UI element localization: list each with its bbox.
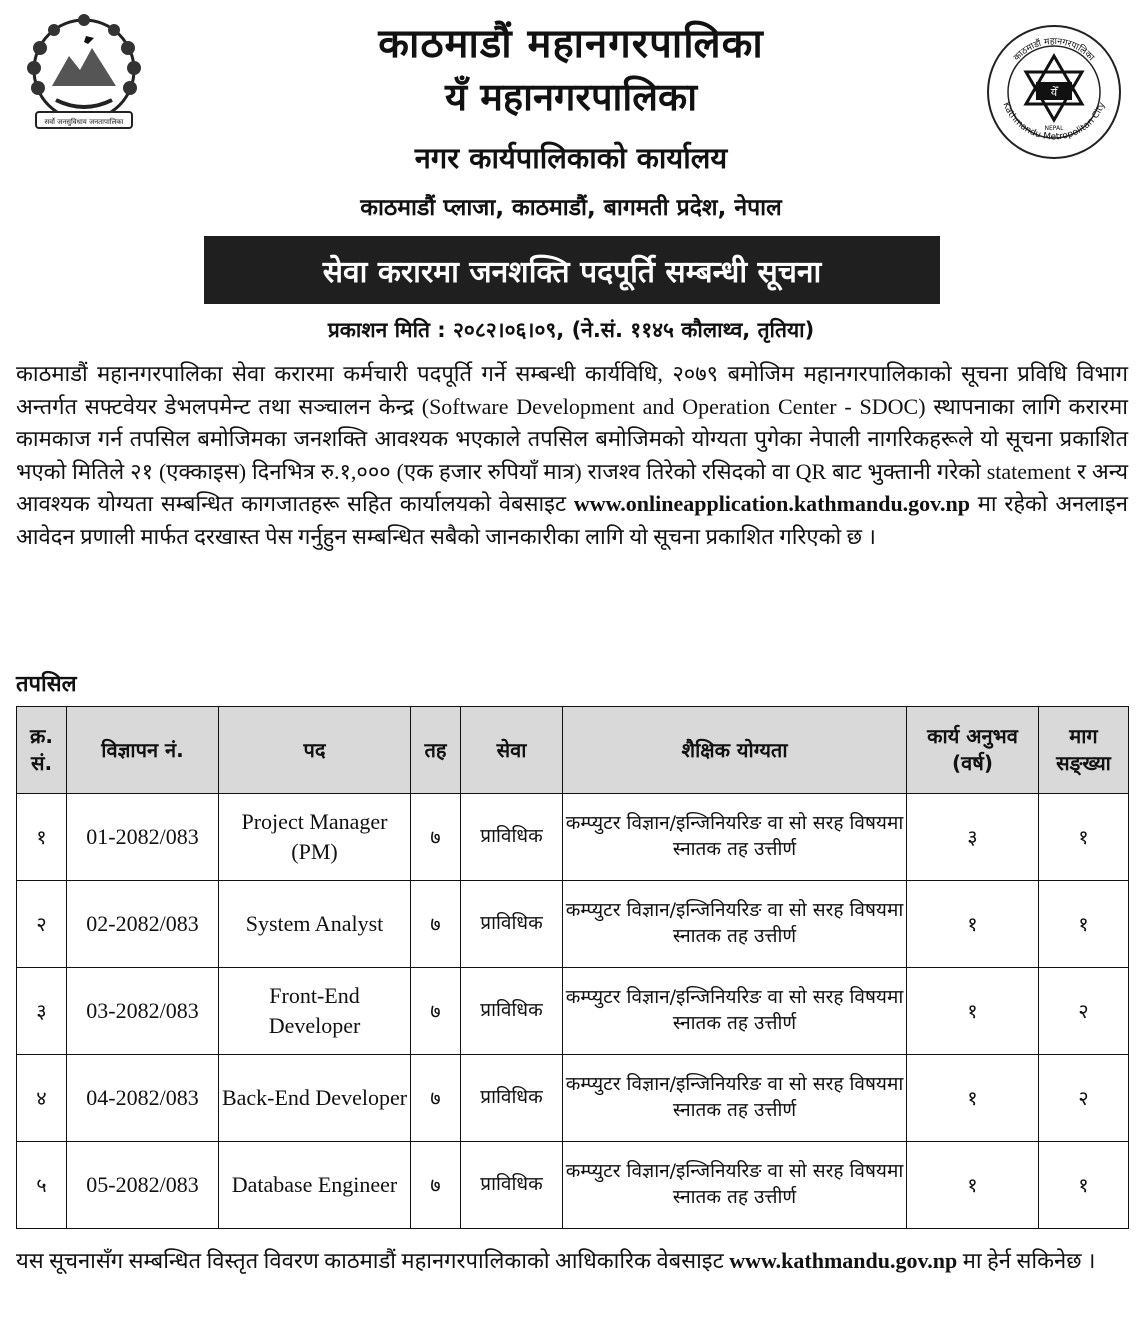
cell-demand: १ — [1039, 794, 1129, 881]
office-name: नगर कार्यपालिकाको कार्यालय — [414, 141, 728, 175]
header-experience: कार्य अनुभव (वर्ष) — [907, 707, 1039, 794]
seal-center-text: येँ — [1050, 86, 1058, 99]
tapsil-label: तपसिल — [16, 672, 77, 697]
footer-text-2: मा हेर्न सकिनेछ । — [962, 1248, 1096, 1273]
cell-level: ७ — [411, 794, 461, 881]
header-qualification: शैक्षिक योग्यता — [563, 707, 907, 794]
paragraph-text-2: मा रहेको अनलाइन आवेदन प्रणाली मार्फत दरखास्त पेस गर्नुहुन सम्बन्धित सबैको जानकारीका लागि यो सूचना प्रकाशित गरिएको छ । — [16, 491, 1129, 549]
cell-experience: ३ — [907, 794, 1039, 881]
paragraph-text-1: काठमाडौं महानगरपालिका सेवा करारमा कर्मचारी पदपूर्ति गर्ने सम्बन्धी कार्यविधि, २०७९ बमोजिम महानगरपालिकाको सूचना प्रविधि विभाग अन्तर्गत सफ्टवेयर डेभलपमेन्ट तथा सञ्चालन केन्द्र (Software Development and Operation Center - SDOC) स्थापनाका लागि करारमा कामकाज गर्न तपसिल बमोजिमका जनशक्ति आवश्यक भएकाले तपसिल बमोजिमको योग्यता पुगेका नेपाली नागरिकहरूले यो सूचना प्रकाशित भएको मितिले २१ (एक्काइस) दिनभित्र रु.१,००० (एक हजार रुपियाँ मात्र) राजश्व तिरेको रसिदको वा QR बाट भुक्तानी गरेको statement र अन्य आवश्यक योग्यता सम्बन्धित कागजातहरू सहित कार्यालयको वेबसाइट — [16, 361, 1128, 517]
header-demand: माग सङ्ख्या — [1039, 707, 1129, 794]
cell-service: प्राविधिक — [461, 794, 563, 881]
notice-title-banner — [204, 236, 940, 304]
cell-demand: २ — [1039, 1055, 1129, 1142]
cell-service: प्राविधिक — [461, 881, 563, 968]
publication-date: प्रकाशन मिति : २०८२।०६।०९, (ने.सं. ११४५ कौलाथ्व, तृतिया) — [327, 318, 815, 342]
seal-small-text: NEPAL — [1044, 125, 1064, 132]
application-website-link[interactable]: www.onlineapplication.kathmandu.gov.np — [573, 491, 970, 517]
cell-adv-no: 01-2082/083 — [67, 794, 219, 881]
cell-sn: ४ — [17, 1055, 67, 1142]
table-row — [17, 1055, 1129, 1142]
cell-sn: ५ — [17, 1142, 67, 1229]
cell-post: Front-End Developer — [219, 968, 411, 1055]
cell-adv-no: 04-2082/083 — [67, 1055, 219, 1142]
cell-post: Project Manager (PM) — [219, 794, 411, 881]
emblem-motto: सर्वो जनसुविधाय जनतापालिका — [44, 118, 124, 126]
cell-qualification: कम्प्युटर विज्ञान/इन्जिनियरिङ वा सो सरह विषयमा स्नातक तह उत्तीर्ण — [563, 1055, 907, 1142]
cell-adv-no: 03-2082/083 — [67, 968, 219, 1055]
cell-level: ७ — [411, 968, 461, 1055]
cell-experience: १ — [907, 968, 1039, 1055]
header-post: पद — [219, 707, 411, 794]
cell-service: प्राविधिक — [461, 968, 563, 1055]
table-row — [17, 881, 1129, 968]
footer-text-1: यस सूचनासँग सम्बन्धित विस्तृत विवरण काठमाडौं महानगरपालिकाको आधिकारिक वेबसाइट — [16, 1248, 724, 1273]
cell-qualification: कम्प्युटर विज्ञान/इन्जिनियरिङ वा सो सरह विषयमा स्नातक तह उत्तीर्ण — [563, 968, 907, 1055]
header-service: सेवा — [461, 707, 563, 794]
cell-post: System Analyst — [219, 881, 411, 968]
kmc-website-link[interactable]: www.kathmandu.gov.np — [729, 1248, 958, 1273]
org-title: काठमाडौं महानगरपालिका — [378, 21, 764, 67]
cell-experience: १ — [907, 1055, 1039, 1142]
table-row — [17, 794, 1129, 881]
cell-demand: १ — [1039, 881, 1129, 968]
cell-experience: १ — [907, 881, 1039, 968]
cell-sn: ३ — [17, 968, 67, 1055]
table-row — [17, 968, 1129, 1055]
cell-level: ७ — [411, 881, 461, 968]
seal-text-bottom: Kathmandu Metropolitan City — [1000, 100, 1108, 143]
seal-text-top: काठमाडौं महानगरपालिका — [1012, 36, 1096, 64]
cell-service: प्राविधिक — [461, 1142, 563, 1229]
cell-experience: १ — [907, 1142, 1039, 1229]
cell-demand: २ — [1039, 968, 1129, 1055]
notice-paragraph — [16, 358, 1128, 554]
cell-qualification: कम्प्युटर विज्ञान/इन्जिनियरिङ वा सो सरह विषयमा स्नातक तह उत्तीर्ण — [563, 794, 907, 881]
cell-level: ७ — [411, 1055, 461, 1142]
footer-note — [16, 1244, 1128, 1278]
cell-service: प्राविधिक — [461, 1055, 563, 1142]
table-row — [17, 1142, 1129, 1229]
header-adv-no: विज्ञापन नं. — [67, 707, 219, 794]
vacancy-table — [16, 706, 1129, 1229]
cell-adv-no: 05-2082/083 — [67, 1142, 219, 1229]
cell-qualification: कम्प्युटर विज्ञान/इन्जिनियरिङ वा सो सरह विषयमा स्नातक तह उत्तीर्ण — [563, 1142, 907, 1229]
header-sn: क्र. सं. — [17, 707, 67, 794]
header-level: तह — [411, 707, 461, 794]
cell-post: Back-End Developer — [219, 1055, 411, 1142]
cell-demand: १ — [1039, 1142, 1129, 1229]
cell-post: Database Engineer — [219, 1142, 411, 1229]
cell-sn: २ — [17, 881, 67, 968]
cell-level: ७ — [411, 1142, 461, 1229]
notice-title: सेवा करारमा जनशक्ति पदपूर्ति सम्बन्धी सूचना — [322, 254, 822, 290]
org-title-calligraphic: यँ महानगरपालिका — [444, 75, 698, 119]
cell-qualification: कम्प्युटर विज्ञान/इन्जिनियरिङ वा सो सरह विषयमा स्नातक तह उत्तीर्ण — [563, 881, 907, 968]
office-address: काठमाडौं प्लाजा, काठमाडौं, बागमती प्रदेश, नेपाल — [360, 195, 782, 221]
cell-adv-no: 02-2082/083 — [67, 881, 219, 968]
table-header-row — [17, 707, 1129, 794]
cell-sn: १ — [17, 794, 67, 881]
